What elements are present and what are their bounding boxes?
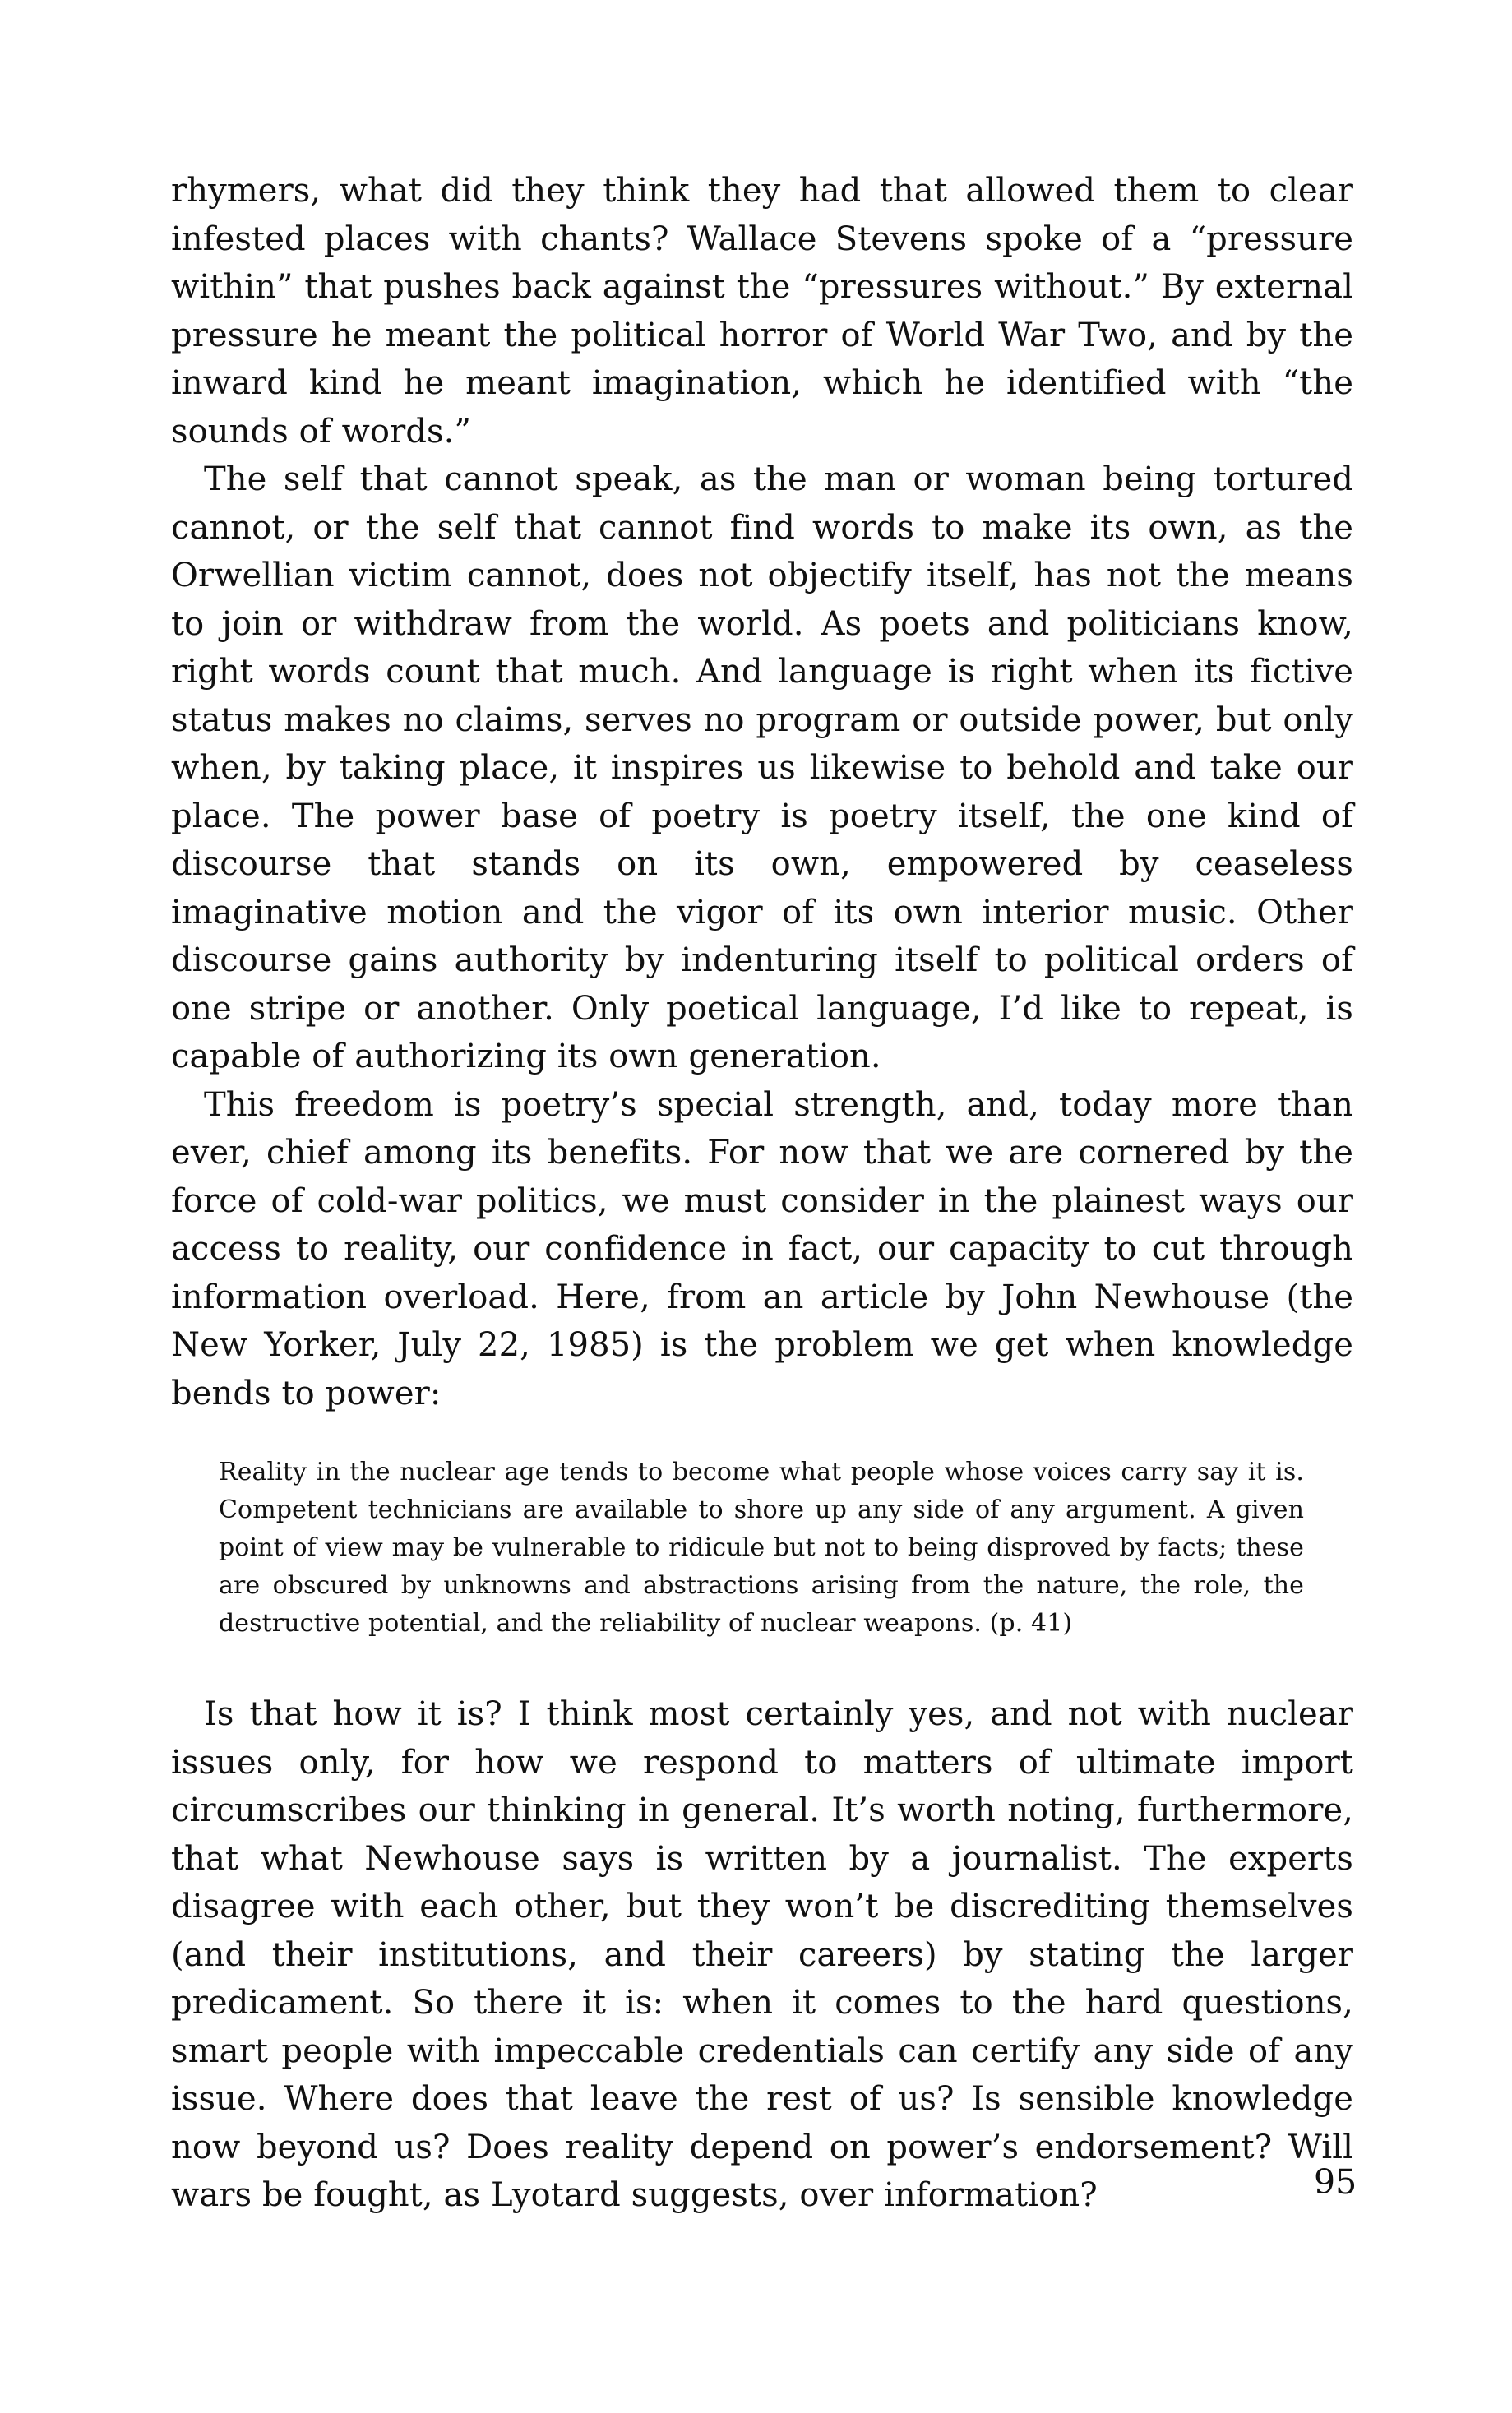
paragraph-self-cannot-speak: The self that cannot speak, as the man or woman being tortured cannot, or the self that cannot find words to make its own, as the Orwellian victim cannot, does not objectify itself, has not the means to join or withdraw from the world. As poets and politicians know, right words count that much. And language is right when its fictive status makes no claims, serves no program or outside power, but only when, by taking place, it inspires us likewise to behold and take our place. The power base of poetry is poetry itself, the one kind of discourse that stands on its own, empowered by ceaseless imaginative motion and the vigor of its own interior music. Other discourse gains authority by indenturing itself to political orders of one stripe or another. Only poetical language, I’d like to repeat, is capable of authorizing its own generation. [171,460,1353,1075]
paragraph-opening: rhymers, what did they think they had that allowed them to clear infested places with chants? Wallace Stevens spoke of a “pressure within” that pushes back against the “pressures without.” By external pressure he meant the political horror of World War Two, and by the inward kind he meant imagination, which he identified with “the sounds of words.” [171,172,1353,451]
paragraph-closing: Is that how it is? I think most certainly yes, and not with nuclear issues only, for how we respond to matters of ultimate import circumscribes our thinking in general. It’s worth noting, furthermore, that what Newhouse says is written by a journalist. The experts disagree with each other, but they won’t be discrediting themselves (and their institutions, and their careers) by stating the larger predicament. So there it is: when it comes to the hard questions, smart people with impeccable credentials can certify any side of any issue. Where does that leave the rest of us? Is sensible knowledge now beyond us? Does reality depend on power’s endorsement? Will wars be fought, as Lyotard suggests, over information? [171,1695,1353,2214]
text-block [171,167,1353,2220]
page-number: 95 [1314,2162,1357,2202]
block-quote: Reality in the nuclear age tends to become what people whose voices carry say it is. Competent technicians are available to shore up any side of any argument. A given point of view may be vulnerable to ridicule but not to being disproved by facts; these are obscured by unknowns and abstractions arising from the nature, the role, the destructive potential, and the reliability of nuclear weapons. (p. 41) [219,1458,1304,1638]
paragraph-freedom: This freedom is poetry’s special strength, and, today more than ever, chief among its benefits. For now that we are cornered by the force of cold-war politics, we must consider in the plainest ways our access to reality, our confidence in fact, our capacity to cut through information overload. Here, from an article by John Newhouse (the New Yorker, July 22, 1985) is the problem we get when knowledge bends to power: [171,1085,1353,1412]
